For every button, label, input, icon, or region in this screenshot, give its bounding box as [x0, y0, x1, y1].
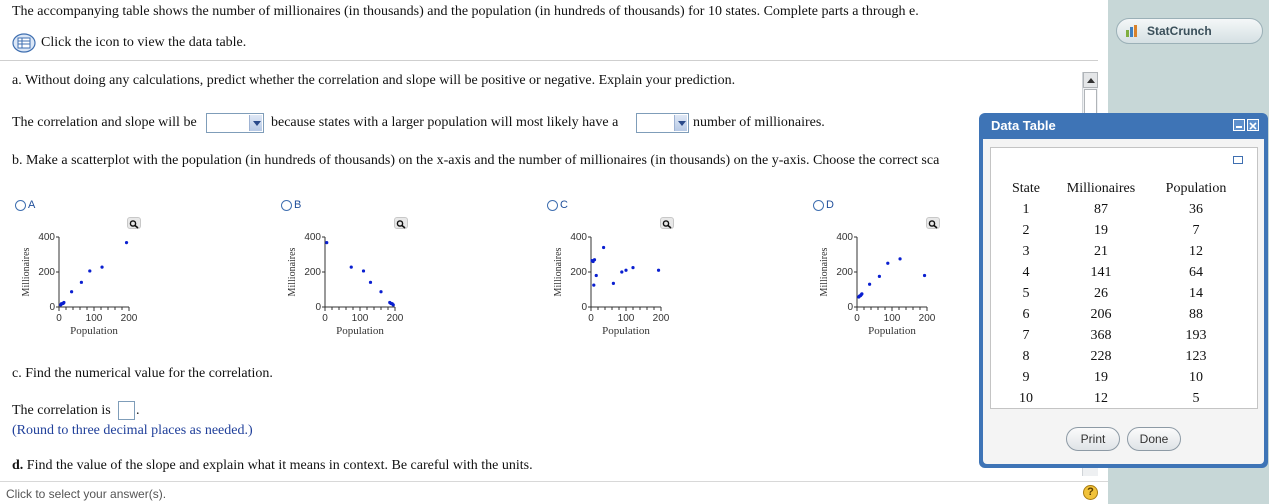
- millionaires-cell: 26: [1094, 285, 1108, 301]
- status-text: Click to select your answer(s).: [6, 487, 167, 501]
- part-d-text: Find the value of the slope and explain what it means in context. Be careful with the units.: [26, 458, 533, 473]
- option-b-radio[interactable]: [281, 200, 292, 211]
- y-axis-label: Millionaires: [553, 247, 564, 297]
- data-point: [624, 269, 627, 272]
- table-row: [1003, 220, 1239, 241]
- x-tick-label: 200: [652, 313, 670, 324]
- millionaires-cell: 12: [1094, 390, 1108, 406]
- data-table-dialog: [979, 113, 1268, 468]
- x-axis-label: Population: [70, 325, 118, 337]
- y-tick-label: 200: [570, 267, 587, 278]
- data-point: [379, 290, 382, 293]
- x-tick-label: 0: [854, 313, 860, 324]
- copy-table-icon[interactable]: [1233, 156, 1243, 164]
- x-tick-label: 100: [351, 313, 369, 324]
- population-cell: 123: [1185, 348, 1207, 364]
- state-cell: 6: [1022, 306, 1030, 322]
- x-tick-label: 100: [617, 313, 635, 324]
- scatterplot-a: [12, 228, 162, 343]
- data-point: [70, 290, 73, 293]
- data-point: [369, 281, 372, 284]
- data-point: [125, 241, 128, 244]
- data-point: [898, 257, 901, 260]
- population-cell: 5: [1192, 390, 1200, 406]
- state-cell: 2: [1022, 222, 1030, 238]
- table-header-row: [1003, 178, 1239, 199]
- x-tick-label: 200: [386, 313, 404, 324]
- data-point: [88, 269, 91, 272]
- statcrunch-label: StatCrunch: [1147, 24, 1212, 38]
- correlation-answer-period: .: [136, 403, 140, 418]
- minimize-button[interactable]: [1233, 119, 1245, 131]
- y-tick-label: 200: [38, 267, 55, 278]
- part-d-question: [12, 458, 533, 474]
- icon-instruction: Click the icon to view the data table.: [41, 35, 247, 50]
- header-state: State: [1012, 180, 1040, 196]
- statcrunch-icon: [1125, 24, 1139, 38]
- y-tick-label: 400: [304, 232, 321, 243]
- part-a-sentence-post: number of millionaires.: [693, 115, 825, 130]
- option-c-letter: C: [560, 199, 568, 211]
- state-cell: 3: [1022, 243, 1030, 259]
- state-cell: 8: [1022, 348, 1030, 364]
- part-a-sentence-mid: because states with a larger population will most likely have a: [271, 115, 619, 130]
- millionaires-cell: 368: [1090, 327, 1112, 343]
- data-point: [100, 266, 103, 269]
- population-cell: 64: [1189, 264, 1203, 280]
- table-row: [1003, 262, 1239, 283]
- help-button[interactable]: ?: [1083, 485, 1098, 500]
- data-point: [620, 270, 623, 273]
- x-tick-label: 0: [56, 313, 62, 324]
- header-population: Population: [1165, 180, 1227, 196]
- y-tick-label: 0: [49, 302, 55, 313]
- header-millionaires: Millionaires: [1066, 180, 1136, 196]
- millionaires-cell: 87: [1094, 201, 1108, 217]
- state-cell: 4: [1022, 264, 1030, 280]
- millionaires-cell: 228: [1090, 348, 1112, 364]
- y-axis-label: Millionaires: [819, 247, 830, 297]
- population-cell: 193: [1185, 327, 1207, 343]
- y-axis-label: Millionaires: [21, 247, 32, 297]
- correlation-sign-dropdown[interactable]: [206, 113, 264, 133]
- scroll-up-arrow-icon[interactable]: [1083, 72, 1098, 88]
- data-point: [860, 292, 863, 295]
- table-row: [1003, 388, 1239, 409]
- state-cell: 9: [1022, 369, 1030, 385]
- table-row: [1003, 283, 1239, 304]
- data-point: [595, 274, 598, 277]
- chevron-down-icon: [249, 115, 262, 131]
- data-point: [325, 241, 328, 244]
- table-row: [1003, 346, 1239, 367]
- correlation-answer-label: The correlation is: [12, 403, 111, 418]
- dialog-title: Data Table: [991, 118, 1056, 133]
- data-point: [602, 246, 605, 249]
- data-point: [350, 266, 353, 269]
- millionaires-cell: 19: [1094, 222, 1108, 238]
- x-tick-label: 100: [883, 313, 901, 324]
- data-point: [886, 262, 889, 265]
- rounding-hint: (Round to three decimal places as needed.): [12, 423, 253, 438]
- data-table-icon-button[interactable]: [12, 33, 36, 53]
- part-a-sentence-pre: The correlation and slope will be: [12, 115, 197, 130]
- option-b-letter: B: [294, 199, 302, 211]
- y-tick-label: 400: [38, 232, 55, 243]
- state-cell: 10: [1019, 390, 1033, 406]
- state-cell: 5: [1022, 285, 1030, 301]
- population-cell: 7: [1192, 222, 1200, 238]
- data-point: [80, 281, 83, 284]
- x-tick-label: 200: [120, 313, 138, 324]
- data-table-box: [990, 147, 1258, 409]
- millionaires-cell: 141: [1090, 264, 1112, 280]
- data-point: [612, 282, 615, 285]
- y-axis-label: Millionaires: [287, 247, 298, 297]
- option-a-radio[interactable]: [15, 200, 26, 211]
- option-c-radio[interactable]: [547, 200, 558, 211]
- data-point: [362, 269, 365, 272]
- data-table: [1003, 178, 1239, 409]
- data-point: [392, 303, 395, 306]
- x-axis-label: Population: [868, 325, 916, 337]
- dialog-body: [983, 139, 1264, 464]
- part-a-question: a. Without doing any calculations, predict whether the correlation and slope will be positive or negative. Explain your prediction.: [12, 73, 736, 88]
- data-point: [868, 283, 871, 286]
- population-cell: 10: [1189, 369, 1203, 385]
- table-row: [1003, 199, 1239, 220]
- y-tick-label: 400: [836, 232, 853, 243]
- millionaires-amount-dropdown[interactable]: [636, 113, 689, 133]
- y-tick-label: 200: [836, 267, 853, 278]
- data-point: [923, 274, 926, 277]
- scatterplot-b: [278, 228, 428, 343]
- x-axis-label: Population: [336, 325, 384, 337]
- population-cell: 88: [1189, 306, 1203, 322]
- x-axis-label: Population: [602, 325, 650, 337]
- y-tick-label: 0: [847, 302, 853, 313]
- data-point: [631, 266, 634, 269]
- table-row: [1003, 241, 1239, 262]
- y-tick-label: 0: [315, 302, 321, 313]
- y-tick-label: 400: [570, 232, 587, 243]
- data-point: [593, 258, 596, 261]
- part-b-question: b. Make a scatterplot with the population (in hundreds of thousands) on the x-axis and the number of millionaires (in thousands) on the y-axis. Choose the correct sca: [12, 153, 940, 168]
- state-cell: 7: [1022, 327, 1030, 343]
- option-a-letter: A: [28, 199, 36, 211]
- divider: [0, 60, 1098, 61]
- x-tick-label: 0: [322, 313, 328, 324]
- population-cell: 14: [1189, 285, 1203, 301]
- close-button[interactable]: [1247, 119, 1259, 131]
- population-cell: 12: [1189, 243, 1203, 259]
- millionaires-cell: 21: [1094, 243, 1108, 259]
- intro-text: The accompanying table shows the number of millionaires (in thousands) and the population (in hundreds of thousands) for 10 states. Complete parts a through e.: [12, 4, 919, 19]
- millionaires-cell: 206: [1090, 306, 1112, 322]
- millionaires-cell: 19: [1094, 369, 1108, 385]
- minimize-icon: [1234, 121, 1244, 131]
- option-d-letter: D: [826, 199, 834, 211]
- scatterplot-d: [810, 228, 960, 343]
- table-row: [1003, 367, 1239, 388]
- y-tick-label: 0: [581, 302, 587, 313]
- population-cell: 36: [1189, 201, 1203, 217]
- x-tick-label: 0: [588, 313, 594, 324]
- done-button[interactable]: Done: [1127, 427, 1181, 451]
- table-row: [1003, 304, 1239, 325]
- option-d-radio[interactable]: [813, 200, 824, 211]
- print-button[interactable]: Print: [1066, 427, 1120, 451]
- scatterplot-c: [544, 228, 694, 343]
- part-d-letter: d.: [12, 458, 24, 473]
- table-icon: [12, 33, 36, 53]
- x-tick-label: 200: [918, 313, 936, 324]
- data-point: [657, 269, 660, 272]
- correlation-answer-input[interactable]: [118, 401, 135, 420]
- y-tick-label: 200: [304, 267, 321, 278]
- data-point: [62, 301, 65, 304]
- part-c-question: c. Find the numerical value for the correlation.: [12, 366, 273, 381]
- statcrunch-button[interactable]: [1116, 18, 1263, 44]
- data-point: [878, 275, 881, 278]
- table-row: [1003, 325, 1239, 346]
- state-cell: 1: [1022, 201, 1030, 217]
- close-icon: [1248, 121, 1258, 131]
- x-tick-label: 100: [85, 313, 103, 324]
- data-point: [592, 284, 595, 287]
- chevron-down-icon: [674, 115, 687, 131]
- footer-divider: [0, 481, 1108, 482]
